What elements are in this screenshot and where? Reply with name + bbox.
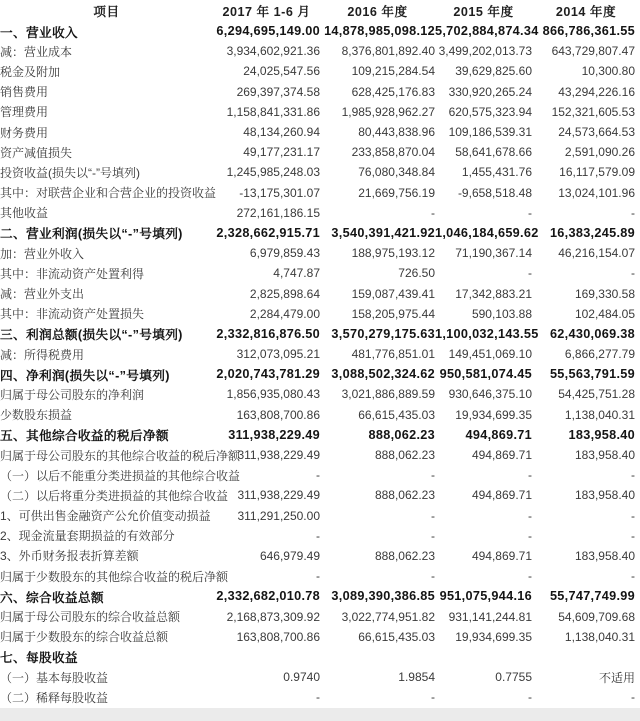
header-period-2016: 2016 年度: [347, 5, 408, 19]
header-period-2014: 2014 年度: [555, 5, 617, 19]
row-label: 三、利润总额(损失以“-”号填列): [0, 328, 183, 343]
row-label: 归属于母公司股东的净利润: [0, 387, 145, 402]
row-label: 五、其他综合收益的税后净额: [0, 429, 169, 444]
cell-value: 494,869.71: [471, 448, 532, 463]
cell-value: 3,089,390,386.85: [331, 589, 435, 604]
cell-value: 311,291,250.00: [237, 508, 320, 523]
cell-value: 931,141,244.81: [448, 609, 532, 624]
cell-value: [213, 647, 320, 667]
cell-value: -: [528, 569, 532, 584]
row-label: （一）以后不能重分类进损益的其他综合收益: [0, 468, 241, 483]
cell-value: 2,332,816,876.50: [216, 326, 320, 341]
cell-value: 16,117,579.09: [559, 165, 635, 180]
row-label: 税金及附加: [0, 64, 61, 79]
table-row: [0, 687, 640, 707]
cell-value: 66,615,435.03: [358, 407, 435, 422]
row-label: 减：营业成本: [0, 44, 73, 59]
cell-value: 24,573,664.53: [558, 125, 635, 140]
cell-value: 16,383,245.89: [549, 225, 635, 240]
row-label: 一、营业收入: [0, 25, 78, 40]
table-row: [0, 606, 640, 626]
cell-value: 158,205,975.44: [351, 306, 435, 321]
cell-value: 950,581,074.45: [439, 367, 532, 382]
cell-value: 2,591,090.26: [564, 145, 635, 160]
cell-value: -: [431, 205, 435, 220]
row-label: 财务费用: [0, 125, 49, 140]
row-label: 2、现金流量套期损益的有效部分: [0, 529, 175, 544]
cell-value: 888,062.23: [374, 488, 435, 503]
row-label: 二、营业利润(损失以“-”号填列): [0, 227, 183, 242]
cell-value: -: [631, 468, 635, 483]
table-row: [0, 425, 640, 445]
cell-value: 183,958.40: [574, 488, 635, 503]
row-label: 归属于母公司股东的综合收益总额: [0, 610, 181, 625]
cell-value: -: [528, 528, 532, 543]
table-row: [0, 183, 640, 203]
cell-value: 1.9854: [398, 670, 435, 685]
cell-value: 183,958.40: [574, 448, 635, 463]
row-label: 其中：非流动资产处置利得: [0, 266, 145, 281]
cell-value: -: [528, 468, 532, 483]
row-label: 加：营业外收入: [0, 246, 85, 261]
cell-value: 930,646,375.10: [448, 387, 532, 402]
row-label: （一）基本每股收益: [0, 670, 109, 685]
cell-value: 888,062.23: [368, 427, 435, 442]
cell-value: 1,100,032,143.55: [435, 326, 539, 341]
row-label: 归属于母公司股东的其他综合收益的税后净额: [0, 448, 241, 463]
cell-value: 55,563,791.59: [549, 367, 635, 382]
row-label: 销售费用: [0, 85, 49, 100]
table-row: [0, 122, 640, 142]
table-row: [0, 283, 640, 303]
cell-value: 3,540,391,421.92: [331, 225, 435, 240]
row-label: 少数股东损益: [0, 408, 73, 423]
table-row: [0, 263, 640, 283]
cell-value: -: [631, 690, 635, 705]
cell-value: 4,747.87: [273, 266, 320, 281]
cell-value: -: [528, 205, 532, 220]
cell-value: -: [431, 528, 435, 543]
cell-value: -: [528, 690, 532, 705]
row-label: 四、净利润(损失以“-”号填列): [0, 368, 170, 383]
cell-value: 80,443,838.96: [358, 125, 435, 140]
cell-value: 590,103.88: [471, 306, 532, 321]
cell-value: 55,747,749.99: [549, 589, 635, 604]
cell-value: 102,484.05: [574, 306, 635, 321]
cell-value: 21,669,756.19: [358, 185, 435, 200]
row-label: （二）以后将重分类进损益的其他综合收益: [0, 488, 229, 503]
cell-value: 2,168,873,309.92: [226, 609, 320, 624]
cell-value: 269,397,374.58: [236, 84, 320, 99]
cell-value: 628,425,176.83: [351, 84, 435, 99]
cell-value: 149,451,069.10: [448, 347, 532, 362]
cell-value: 163,808,700.86: [236, 407, 320, 422]
row-label: 归属于少数股东的综合收益总额: [0, 630, 169, 645]
header-period-2017: 2017 年 1-6 月: [222, 5, 311, 19]
table-row: [0, 21, 640, 41]
table-row: [0, 61, 640, 81]
table-row: [0, 667, 640, 687]
header-row: [0, 0, 640, 21]
cell-value: 8,376,801,892.40: [341, 44, 435, 59]
row-label: （二）稀释每股收益: [0, 690, 109, 705]
cell-value: -9,658,518.48: [457, 185, 532, 200]
row-label: 资产减值损失: [0, 145, 73, 160]
cell-value: -: [631, 508, 635, 523]
table-row: [0, 506, 640, 526]
cell-value: 152,321,605.53: [551, 104, 635, 119]
table-row: [0, 445, 640, 465]
row-label: 其他收益: [0, 206, 49, 221]
cell-value: 169,330.58: [574, 286, 635, 301]
cell-value: -: [431, 690, 435, 705]
cell-value: 13,024,101.96: [558, 185, 635, 200]
table-row: [0, 566, 640, 586]
row-label: 七、每股收益: [0, 651, 78, 666]
cell-value: 6,294,695,149.00: [216, 24, 320, 39]
cell-value: 888,062.23: [374, 548, 435, 563]
cell-value: -13,175,301.07: [239, 185, 320, 200]
cell-value: 3,934,602,921.36: [226, 44, 320, 59]
cell-value: 646,979.49: [259, 548, 320, 563]
cell-value: 888,062.23: [374, 448, 435, 463]
cell-value: 1,245,985,248.03: [226, 165, 320, 180]
table-row: [0, 364, 640, 384]
cell-value: 1,455,431.76: [461, 165, 532, 180]
cell-value: 159,087,439.41: [351, 286, 435, 301]
row-label: 投资收益(损失以“-”号填列): [0, 165, 140, 180]
cell-value: 481,776,851.01: [351, 347, 435, 362]
row-label: 3、外币财务报表折算差额: [0, 549, 139, 564]
cell-value: 66,615,435.03: [358, 629, 435, 644]
cell-value: -: [631, 266, 635, 281]
cell-value: -: [316, 468, 320, 483]
cell-value: 48,134,260.94: [243, 125, 320, 140]
cell-value: 494,869.71: [465, 427, 532, 442]
cell-value: 62,430,069.38: [549, 326, 635, 341]
cell-value: 2,020,743,781.29: [216, 367, 320, 382]
cell-value: 19,934,699.35: [455, 629, 532, 644]
cell-value: 2,328,662,915.71: [216, 225, 320, 240]
cell-value: 6,866,277.79: [564, 347, 635, 362]
cell-value: 17,342,883.21: [455, 286, 532, 301]
cell-value: 76,080,348.84: [358, 165, 435, 180]
table-row: [0, 384, 640, 404]
cell-value: [435, 647, 532, 667]
header-period-2015: 2015 年度: [453, 5, 514, 19]
cell-value: 233,858,870.04: [351, 145, 435, 160]
cell-value: 46,216,154.07: [558, 246, 635, 261]
table-row: [0, 485, 640, 505]
cell-value: -: [316, 569, 320, 584]
cell-value: 10,300.80: [581, 64, 635, 79]
cell-value: 43,294,226.16: [558, 84, 635, 99]
cell-value: [320, 647, 435, 667]
table-row: [0, 203, 640, 223]
row-label: 管理费用: [0, 105, 49, 120]
row-label: 归属于少数股东的其他综合收益的税后净额: [0, 569, 229, 584]
row-label: 1、可供出售金融资产公允价值变动损益: [0, 509, 211, 524]
table-row: [0, 324, 640, 344]
cell-value: -: [431, 508, 435, 523]
row-label: 减：所得税费用: [0, 347, 85, 362]
cell-value: 0.7755: [495, 670, 532, 685]
cell-value: 1,138,040.31: [564, 629, 635, 644]
cell-value: -: [528, 508, 532, 523]
cell-value: 183,958.40: [568, 427, 635, 442]
table-row: [0, 82, 640, 102]
cell-value: 183,958.40: [574, 548, 635, 563]
cell-value: 54,425,751.28: [558, 387, 635, 402]
cell-value: 1,985,928,962.27: [341, 104, 435, 119]
table-row: [0, 526, 640, 546]
cell-value: 2,284,479.00: [249, 306, 320, 321]
table-row: [0, 586, 640, 606]
cell-value: 19,934,699.35: [455, 407, 532, 422]
cell-value: 71,190,367.14: [455, 246, 532, 261]
cell-value: -: [431, 569, 435, 584]
row-label: 其中：对联营企业和合营企业的投资收益: [0, 186, 217, 201]
cell-value: 3,499,202,013.73: [438, 44, 532, 59]
cell-value: -: [631, 569, 635, 584]
table-row: [0, 162, 640, 182]
header-item-column: 项目: [93, 5, 120, 19]
row-label: 六、综合收益总额: [0, 590, 104, 605]
cell-value: 58,641,678.66: [455, 145, 532, 160]
cell-value: 1,046,184,659.62: [435, 225, 539, 240]
cell-value: 3,570,279,175.63: [331, 326, 435, 341]
cell-value: 0.9740: [283, 670, 320, 685]
table-row: [0, 304, 640, 324]
cell-value: 1,856,935,080.43: [226, 387, 320, 402]
table-row: [0, 344, 640, 364]
cell-value: 14,878,985,098.12: [324, 24, 435, 39]
cell-value: 24,025,547.56: [243, 64, 320, 79]
table-row: [0, 465, 640, 485]
cell-value: 109,186,539.31: [448, 125, 532, 140]
cell-value: -: [528, 266, 532, 281]
cell-value: 2,332,682,010.78: [216, 589, 320, 604]
table-row: [0, 142, 640, 162]
row-label: 其中：非流动资产处置损失: [0, 307, 145, 322]
cell-value: 不适用: [598, 670, 635, 685]
cell-value: 6,979,859.43: [249, 246, 320, 261]
table-row: [0, 102, 640, 122]
table-row: [0, 647, 640, 667]
table-row: [0, 405, 640, 425]
cell-value: 311,938,229.49: [237, 488, 320, 503]
table-row: [0, 243, 640, 263]
cell-value: 951,075,944.16: [439, 589, 532, 604]
cell-value: 188,975,193.12: [351, 246, 435, 261]
cell-value: 866,786,361.55: [542, 24, 635, 39]
cell-value: 643,729,807.47: [551, 44, 635, 59]
cell-value: -: [316, 528, 320, 543]
cell-value: 330,920,265.24: [448, 84, 532, 99]
cell-value: 5,702,884,874.34: [435, 24, 539, 39]
cell-value: 312,073,095.21: [236, 347, 320, 362]
cell-value: [532, 647, 640, 667]
cell-value: -: [431, 468, 435, 483]
cell-value: 494,869.71: [471, 488, 532, 503]
cell-value: 3,022,774,951.82: [341, 609, 435, 624]
cell-value: 39,629,825.60: [455, 64, 532, 79]
cell-value: 3,021,886,889.59: [341, 387, 435, 402]
bottom-page-band: [0, 708, 640, 721]
cell-value: -: [631, 205, 635, 220]
table-row: [0, 546, 640, 566]
cell-value: 1,138,040.31: [564, 407, 635, 422]
cell-value: 163,808,700.86: [236, 629, 320, 644]
cell-value: 109,215,284.54: [351, 64, 435, 79]
table-row: [0, 41, 640, 61]
cell-value: 272,161,186.15: [236, 205, 320, 220]
cell-value: 2,825,898.64: [249, 286, 320, 301]
cell-value: 494,869.71: [471, 548, 532, 563]
cell-value: -: [631, 528, 635, 543]
row-label: 减：营业外支出: [0, 287, 85, 302]
cell-value: 49,177,231.17: [243, 145, 320, 160]
cell-value: 311,938,229.49: [237, 448, 320, 463]
cell-value: 54,609,709.68: [558, 609, 635, 624]
table-row: [0, 223, 640, 243]
table-row: [0, 627, 640, 647]
cell-value: 3,088,502,324.62: [331, 367, 435, 382]
cell-value: 311,938,229.49: [228, 427, 320, 442]
cell-value: 1,158,841,331.86: [226, 104, 320, 119]
cell-value: -: [316, 690, 320, 705]
cell-value: 726.50: [398, 266, 435, 281]
cell-value: 620,575,323.94: [448, 104, 532, 119]
